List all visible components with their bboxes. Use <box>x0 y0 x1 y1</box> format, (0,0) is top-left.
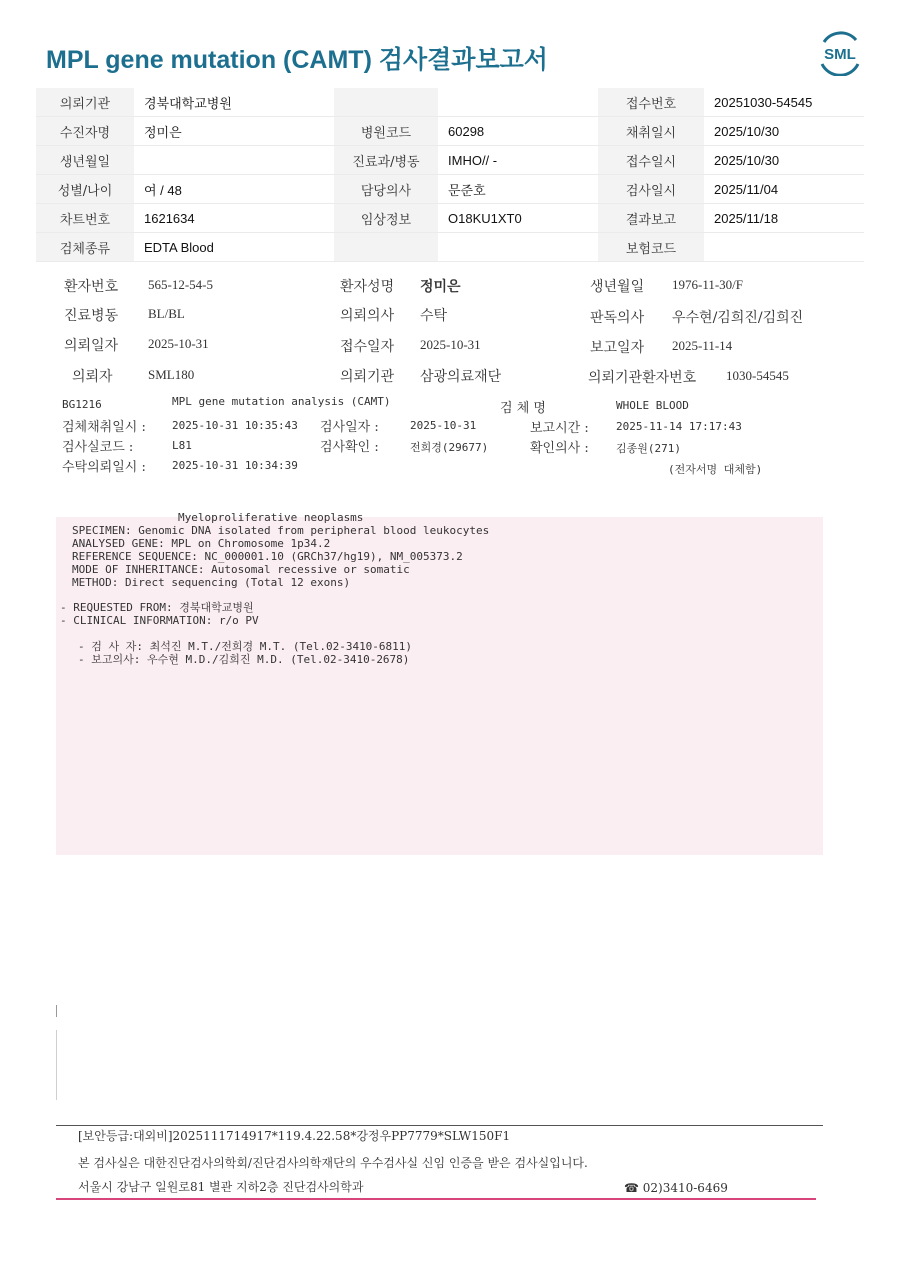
dob: 1976-11-30/F <box>672 277 744 292</box>
info-row <box>36 233 864 262</box>
info-value: 60298 <box>438 117 598 146</box>
consign: 2025-10-31 10:34:39 <box>172 459 298 472</box>
specimen-label: 검 체 명 <box>500 401 546 416</box>
test-code: BG1216 <box>62 398 102 411</box>
info-label: 검사일시 <box>598 175 704 204</box>
org-pid-label: 의뢰기관환자번호 <box>588 370 697 386</box>
test-date-label: 검사일자 : <box>320 420 379 435</box>
confirm-dr-label: 확인의사 : <box>530 441 589 456</box>
footer-divider <box>56 1125 823 1126</box>
info-value: IMHO// - <box>438 146 598 175</box>
doctor-label: 의뢰의사 <box>340 308 395 324</box>
test-name: MPL gene mutation analysis (CAMT) <box>172 395 391 408</box>
ward-label: 진료병동 <box>64 308 119 324</box>
report-time: 2025-11-14 17:17:43 <box>616 420 742 433</box>
room: L81 <box>172 439 192 452</box>
report-date-label: 보고일자 <box>590 340 645 356</box>
info-value: 2025/10/30 <box>704 117 864 146</box>
info-row <box>36 146 864 175</box>
consign-label: 수탁의뢰일시 : <box>62 460 146 475</box>
page-title: MPL gene mutation (CAMT) 검사결과보고서 <box>46 46 548 74</box>
report-line: METHOD: Direct sequencing (Total 12 exons) <box>72 576 351 589</box>
patient-name-label: 환자성명 <box>340 279 395 295</box>
reviewer-label: 판독의사 <box>590 310 645 326</box>
info-label: 접수일시 <box>598 146 704 175</box>
recv-date-label: 접수일자 <box>340 339 395 355</box>
requester-label: 의뢰자 <box>72 369 113 385</box>
margin-tick <box>56 1005 57 1017</box>
info-label: 접수번호 <box>598 88 704 117</box>
info-value: 문준호 <box>438 175 598 204</box>
reviewer: 우수현/김희진/김희진 <box>672 310 804 326</box>
org-label: 의뢰기관 <box>340 369 395 385</box>
info-value <box>134 146 334 175</box>
report-body <box>56 511 823 855</box>
info-label: 진료과/병동 <box>334 146 438 175</box>
patient-id: 565-12-54-5 <box>148 277 213 292</box>
patient-id-label: 환자번호 <box>64 279 119 295</box>
info-value: 2025/11/18 <box>704 204 864 233</box>
margin-line <box>56 1030 57 1100</box>
info-label: 성별/나이 <box>36 175 134 204</box>
info-value: EDTA Blood <box>134 233 334 262</box>
address-text: 서울시 강남구 일원로81 별관 지하2층 진단검사의학과 <box>78 1180 364 1194</box>
report-line: - 보고의사: 우수현 M.D./김희진 M.D. (Tel.02-3410-2678) <box>78 653 410 666</box>
collect: 2025-10-31 10:35:43 <box>172 419 298 432</box>
recv-date: 2025-10-31 <box>420 337 481 352</box>
info-value: 경북대학교병원 <box>134 88 334 117</box>
confirm-label: 검사확인 : <box>320 440 379 455</box>
info-row <box>36 88 864 117</box>
report-time-label: 보고시간 : <box>530 421 589 436</box>
confirm-dr: 김종원(271) <box>616 442 681 455</box>
info-value <box>438 233 598 262</box>
report-line: SPECIMEN: Genomic DNA isolated from peripheral blood leukocytes <box>72 524 490 537</box>
info-label: 생년월일 <box>36 146 134 175</box>
patient-name: 정미은 <box>420 279 461 295</box>
security-text: [보안등급:대외비]2025111714917*119.4.22.58*강정우PP7779*SLW150F1 <box>78 1129 511 1143</box>
info-label: 결과보고 <box>598 204 704 233</box>
info-value: 2025/11/04 <box>704 175 864 204</box>
info-label: 임상정보 <box>334 204 438 233</box>
info-label: 채취일시 <box>598 117 704 146</box>
info-value: 20251030-54545 <box>704 88 864 117</box>
info-label: 담당의사 <box>334 175 438 204</box>
ward: BL/BL <box>148 306 185 321</box>
footer-accent-line <box>56 1198 816 1200</box>
info-value: O18KU1XT0 <box>438 204 598 233</box>
dob-label: 생년월일 <box>590 279 645 295</box>
info-row <box>36 175 864 204</box>
collect-label: 검체채취일시 : <box>62 420 146 435</box>
req-date-label: 의뢰일자 <box>64 338 119 354</box>
info-value: 여 / 48 <box>134 175 334 204</box>
report-line: - CLINICAL INFORMATION: r/o PV <box>60 614 259 627</box>
info-value: 1621634 <box>134 204 334 233</box>
info-row <box>36 204 864 233</box>
info-label <box>334 233 438 262</box>
info-value <box>704 233 864 262</box>
confirm: 전희경(29677) <box>410 441 489 454</box>
info-value: 정미은 <box>134 117 334 146</box>
report-line: ANALYSED GENE: MPL on Chromosome 1p34.2 <box>72 537 331 550</box>
specimen: WHOLE BLOOD <box>616 399 689 412</box>
report-date: 2025-11-14 <box>672 338 733 353</box>
report-line: REFERENCE SEQUENCE: NC_000001.10 (GRCh37/hg19), NM_005373.2 <box>72 550 463 563</box>
sml-logo <box>816 30 864 76</box>
test-date: 2025-10-31 <box>410 419 477 432</box>
info-row <box>36 117 864 146</box>
info-label: 병원코드 <box>334 117 438 146</box>
org-pid: 1030-54545 <box>726 368 789 383</box>
report-line: MODE OF INHERITANCE: Autosomal recessive or somatic <box>72 563 410 576</box>
info-label: 수진자명 <box>36 117 134 146</box>
report-line: - 검 사 자: 최석진 M.T./전희경 M.T. (Tel.02-3410-6811) <box>78 640 413 653</box>
req-date: 2025-10-31 <box>148 336 209 351</box>
info-label: 보험코드 <box>598 233 704 262</box>
room-label: 검사실코드 : <box>62 440 134 455</box>
doctor: 수탁 <box>420 308 448 324</box>
info-label: 차트번호 <box>36 204 134 233</box>
report-line: Myeloproliferative neoplasms <box>178 511 364 524</box>
phone-text: ☎ 02)3410-6469 <box>624 1181 728 1195</box>
svg-text:SML: SML <box>824 46 856 63</box>
info-table <box>36 88 864 262</box>
org: 삼광의료재단 <box>420 369 502 385</box>
info-value: 2025/10/30 <box>704 146 864 175</box>
esign-note: (전자서명 대체함) <box>668 463 763 476</box>
report-line: - REQUESTED FROM: 경북대학교병원 <box>60 601 254 614</box>
info-value <box>438 88 598 117</box>
requester: SML180 <box>148 367 195 382</box>
info-label: 의뢰기관 <box>36 88 134 117</box>
info-label <box>334 88 438 117</box>
info-label: 검체종류 <box>36 233 134 262</box>
cert-text: 본 검사실은 대한진단검사의학회/진단검사의학재단의 우수검사실 신임 인증을 받은 검사실입니다. <box>78 1156 588 1170</box>
